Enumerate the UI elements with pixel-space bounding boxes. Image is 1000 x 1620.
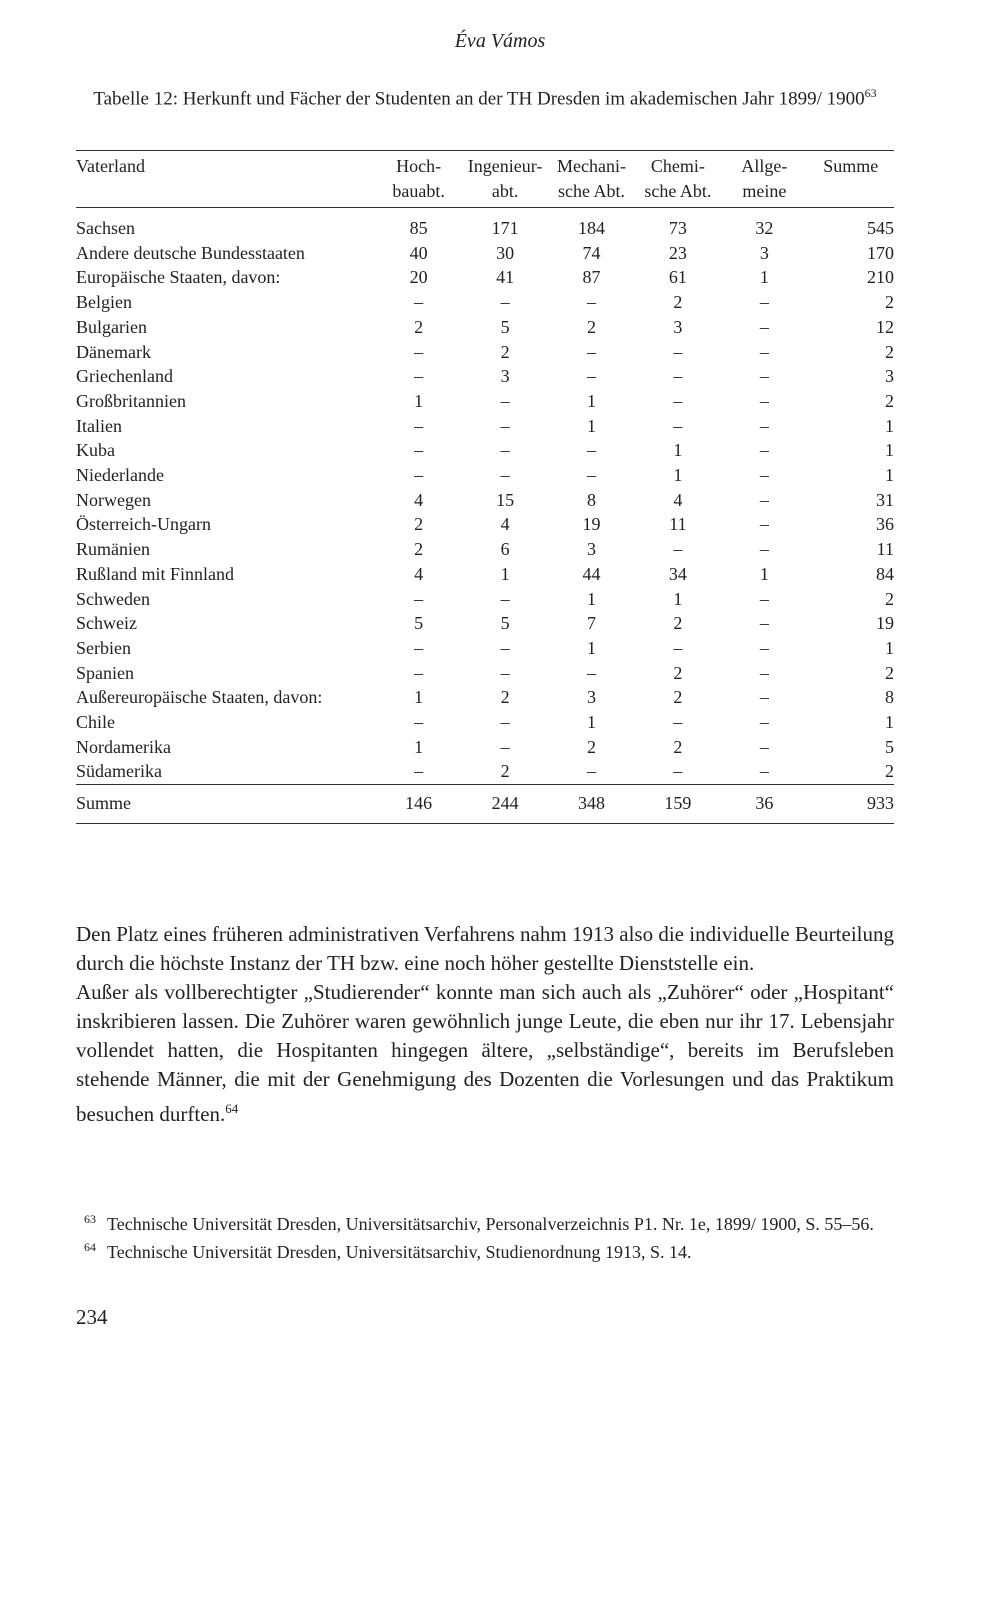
cell-summe: 210 (867, 267, 894, 288)
cell-chemie: 23 (668, 242, 687, 263)
table-row (76, 685, 894, 710)
cell-summe: 1 (885, 712, 894, 733)
cell-hochbau: 2 (414, 539, 424, 560)
cell-allgemeine: – (759, 613, 769, 634)
table-row (76, 315, 894, 340)
cell-allgemeine: – (759, 687, 769, 708)
table-row (76, 735, 894, 760)
column-header-ingenieur: Ingenieur- abt. (467, 156, 543, 201)
table-row (76, 488, 894, 513)
table-row (76, 389, 894, 414)
cell-summe: 1 (885, 415, 894, 436)
cell-summe: 11 (876, 539, 894, 560)
total-chemie: 159 (664, 793, 692, 814)
row-label: Nordamerika (76, 736, 171, 757)
cell-summe: 545 (867, 218, 894, 238)
total-allgemeine: 36 (755, 793, 774, 814)
row-label: Chile (76, 712, 115, 733)
cell-ingenieur: 15 (496, 489, 515, 510)
cell-ingenieur: 30 (496, 242, 515, 263)
table-row (76, 414, 894, 439)
cell-ingenieur: – (500, 440, 510, 461)
cell-mechanik: 44 (582, 563, 601, 584)
cell-allgemeine: – (759, 465, 769, 486)
paragraph-text: Außer als vollberechtigter „Studierender“ konnte man sich auch als „Zuhörer“ oder „Hospitant“ inskribieren lassen. Die Zuhörer waren gewöhnlich junge Leute, die eben nur ihr 17. Lebensjahr vollendet hatten, die Hospitanten hingegen ältere, „selbständige“, bereits im Berufsleben stehende Männer, die mit der Genehmigung des Dozenten die Vorlesungen und das Praktikum besuchen durften. (76, 980, 894, 1126)
cell-mechanik: 1 (587, 415, 596, 436)
column-header-allgemeine: Allge- meine (741, 156, 788, 201)
cell-allgemeine: – (759, 440, 769, 461)
cell-chemie: – (673, 415, 683, 436)
cell-summe: 1 (885, 637, 894, 658)
cell-mechanik: 1 (587, 588, 596, 609)
cell-summe: 170 (867, 242, 894, 263)
cell-ingenieur: 2 (500, 687, 510, 708)
cell-mechanik: – (587, 440, 596, 461)
footnotes (76, 1212, 894, 1268)
column-header-hochbau: Hoch- bauabt. (392, 156, 445, 201)
footnote-text: Technische Universität Dresden, Universitätsarchiv, Studienordnung 1913, S. 14. (107, 1242, 692, 1262)
cell-summe: 8 (885, 687, 894, 708)
cell-allgemeine: – (759, 489, 769, 510)
cell-allgemeine: 3 (759, 242, 769, 263)
footnote (76, 1212, 894, 1236)
column-header-summe: Summe (823, 156, 879, 176)
cell-chemie: – (673, 539, 683, 560)
cell-hochbau: 4 (414, 563, 424, 584)
cell-ingenieur: – (500, 736, 510, 757)
cell-mechanik: 7 (587, 613, 596, 634)
table-body (76, 208, 894, 785)
row-label: Bulgarien (76, 316, 147, 337)
cell-mechanik: 2 (587, 736, 596, 757)
table-row (76, 340, 894, 365)
cell-hochbau: – (414, 366, 424, 387)
cell-ingenieur: – (500, 390, 510, 411)
cell-hochbau: – (414, 637, 424, 658)
cell-chemie: 3 (673, 316, 683, 337)
cell-chemie: – (673, 390, 683, 411)
row-label: Serbien (76, 637, 131, 658)
cell-ingenieur: – (500, 662, 510, 683)
cell-summe: 5 (885, 736, 894, 757)
cell-summe: 1 (885, 465, 894, 486)
row-label: Kuba (76, 440, 115, 461)
cell-mechanik: – (587, 341, 596, 362)
cell-chemie: – (673, 366, 683, 387)
cell-allgemeine: – (759, 415, 769, 436)
table-row (76, 463, 894, 488)
cell-allgemeine: – (759, 662, 769, 683)
total-ingenieur: 244 (491, 793, 519, 814)
row-label: Niederlande (76, 465, 164, 486)
cell-summe: 12 (876, 316, 894, 337)
cell-chemie: 1 (673, 588, 683, 609)
cell-ingenieur: 5 (500, 613, 510, 634)
paragraph (76, 978, 894, 1129)
cell-allgemeine: 1 (759, 267, 769, 288)
row-label: Südamerika (76, 761, 162, 782)
cell-mechanik: 184 (578, 218, 605, 238)
table-row (76, 241, 894, 266)
footnote-text: Technische Universität Dresden, Universitätsarchiv, Personalverzeichnis P1. Nr. 1e, 1899/ 1900, S. 55–56. (107, 1214, 874, 1234)
table-row (76, 208, 894, 241)
students-table (76, 150, 894, 824)
cell-allgemeine: – (759, 736, 769, 757)
cell-hochbau: 2 (414, 514, 424, 535)
cell-allgemeine: – (759, 588, 769, 609)
table-row (76, 290, 894, 315)
table-row (76, 537, 894, 562)
row-label: Rumänien (76, 539, 150, 560)
table-row (76, 364, 894, 389)
cell-ingenieur: – (500, 415, 510, 436)
cell-hochbau: 1 (414, 736, 424, 757)
cell-ingenieur: – (500, 588, 510, 609)
running-head: Éva Vámos (454, 30, 546, 52)
cell-hochbau: – (414, 292, 424, 313)
cell-chemie: 34 (668, 563, 687, 584)
cell-chemie: 11 (669, 514, 687, 535)
cell-ingenieur: 41 (496, 267, 515, 288)
cell-hochbau: – (414, 588, 424, 609)
row-label: Griechenland (76, 366, 173, 387)
caption-footnote-ref[interactable]: 63 (864, 86, 877, 100)
cell-ingenieur: – (500, 465, 510, 486)
cell-mechanik: 1 (587, 390, 596, 411)
cell-hochbau: 1 (414, 687, 424, 708)
cell-mechanik: 87 (582, 267, 601, 288)
cell-ingenieur: 2 (500, 341, 510, 362)
cell-hochbau: 40 (409, 242, 428, 263)
cell-allgemeine: – (759, 761, 769, 782)
cell-chemie: 4 (673, 489, 683, 510)
cell-hochbau: – (414, 341, 424, 362)
row-label: Andere deutsche Bundesstaaten (76, 242, 305, 263)
table-row (76, 759, 894, 784)
cell-ingenieur: 6 (500, 539, 510, 560)
cell-summe: 36 (876, 514, 894, 535)
cell-mechanik: – (587, 292, 596, 313)
cell-mechanik: – (587, 366, 596, 387)
footnote (76, 1240, 894, 1264)
cell-chemie: 2 (673, 687, 683, 708)
cell-chemie: 1 (673, 465, 683, 486)
table-row (76, 512, 894, 537)
cell-chemie: 73 (668, 218, 687, 238)
cell-hochbau: – (414, 465, 424, 486)
cell-allgemeine: 32 (755, 218, 774, 238)
cell-mechanik: – (587, 761, 596, 782)
cell-allgemeine: – (759, 316, 769, 337)
cell-hochbau: 4 (414, 489, 424, 510)
table-row (76, 636, 894, 661)
table-row (76, 265, 894, 290)
cell-summe: 3 (885, 366, 894, 387)
cell-ingenieur: 171 (491, 218, 519, 238)
cell-chemie: 2 (673, 292, 683, 313)
cell-chemie: – (673, 341, 683, 362)
cell-ingenieur: – (500, 637, 510, 658)
caption-text: Tabelle 12: Herkunft und Fächer der Studenten an der TH Dresden im akademischen Jahr 1899/ 1900 (93, 88, 865, 110)
cell-summe: 84 (876, 563, 894, 584)
row-label: Belgien (76, 292, 132, 313)
row-label: Sachsen (76, 218, 135, 238)
cell-chemie: – (673, 712, 683, 733)
column-header-vaterland: Vaterland (76, 156, 145, 176)
body-text (76, 920, 894, 1129)
cell-allgemeine: – (759, 712, 769, 733)
table-row (76, 438, 894, 463)
cell-summe: 19 (876, 613, 894, 634)
column-header-mechanik: Mechani- sche Abt. (557, 156, 626, 201)
cell-chemie: 2 (673, 613, 683, 634)
total-mechanik: 348 (578, 793, 605, 814)
cell-allgemeine: – (759, 341, 769, 362)
total-hochbau: 146 (405, 793, 433, 814)
table-row (76, 710, 894, 735)
cell-ingenieur: 1 (500, 563, 510, 584)
table-row (76, 587, 894, 612)
row-label: Europäische Staaten, davon: (76, 267, 281, 288)
cell-mechanik: 19 (582, 514, 601, 535)
cell-chemie: – (673, 761, 683, 782)
cell-ingenieur: 4 (500, 514, 510, 535)
cell-mechanik: 74 (582, 242, 601, 263)
cell-summe: 2 (885, 588, 894, 609)
row-label: Italien (76, 415, 122, 436)
cell-hochbau: – (414, 662, 424, 683)
row-label: Dänemark (76, 341, 151, 362)
page-number: 234 (76, 1305, 108, 1329)
total-summe: 933 (867, 793, 894, 814)
cell-hochbau: – (414, 712, 424, 733)
row-label: Norwegen (76, 489, 151, 510)
cell-ingenieur: – (500, 292, 510, 313)
cell-allgemeine: – (759, 390, 769, 411)
cell-mechanik: 2 (587, 316, 596, 337)
cell-hochbau: – (414, 440, 424, 461)
row-label: Rußland mit Finnland (76, 563, 235, 584)
cell-allgemeine: – (759, 514, 769, 535)
paragraph: Den Platz eines früheren administrativen Verfahrens nahm 1913 also die individuelle Beurteilung durch die höchste Instanz der TH bzw. eine noch höher gestellte Dienststelle ein. (76, 922, 894, 975)
cell-chemie: 2 (673, 662, 683, 683)
row-label: Österreich-Ungarn (76, 514, 211, 535)
cell-ingenieur: 2 (500, 761, 510, 782)
row-label: Schweden (76, 588, 150, 609)
cell-hochbau: 1 (414, 390, 424, 411)
cell-mechanik: 1 (587, 637, 596, 658)
cell-mechanik: 8 (587, 489, 596, 510)
footnote-number: 63 (84, 1212, 96, 1226)
row-label: Außereuropäische Staaten, davon: (76, 687, 323, 708)
cell-mechanik: 1 (587, 712, 596, 733)
column-header-chemie: Chemi- sche Abt. (644, 156, 712, 201)
cell-hochbau: 20 (409, 267, 428, 288)
table-header-row (76, 151, 894, 208)
cell-hochbau: 2 (414, 316, 424, 337)
cell-summe: 2 (885, 390, 894, 411)
cell-hochbau: 85 (409, 218, 428, 238)
cell-chemie: 2 (673, 736, 683, 757)
cell-mechanik: – (587, 662, 596, 683)
cell-hochbau: – (414, 761, 424, 782)
cell-hochbau: 5 (414, 613, 424, 634)
row-label: Spanien (76, 662, 134, 683)
table-row (76, 562, 894, 587)
cell-ingenieur: 3 (500, 366, 510, 387)
cell-mechanik: 3 (587, 539, 596, 560)
cell-summe: 31 (876, 489, 894, 510)
cell-allgemeine: – (759, 292, 769, 313)
cell-mechanik: – (587, 465, 596, 486)
row-label: Großbritannien (76, 390, 186, 411)
table-caption (76, 80, 894, 112)
cell-ingenieur: 5 (500, 316, 510, 337)
footnote-ref[interactable]: 64 (225, 1101, 239, 1116)
cell-allgemeine: 1 (759, 563, 769, 584)
row-label: Schweiz (76, 613, 137, 634)
cell-summe: 2 (885, 662, 894, 683)
total-label: Summe (76, 793, 132, 814)
cell-chemie: 61 (668, 267, 687, 288)
cell-mechanik: 3 (587, 687, 596, 708)
footnote-number: 64 (84, 1240, 96, 1254)
cell-chemie: 1 (673, 440, 683, 461)
cell-summe: 1 (885, 440, 894, 461)
table-row (76, 661, 894, 686)
cell-summe: 2 (885, 761, 894, 782)
cell-hochbau: – (414, 415, 424, 436)
cell-summe: 2 (885, 292, 894, 313)
cell-allgemeine: – (759, 637, 769, 658)
cell-allgemeine: – (759, 366, 769, 387)
cell-summe: 2 (885, 341, 894, 362)
cell-chemie: – (673, 637, 683, 658)
cell-allgemeine: – (759, 539, 769, 560)
table-total-row (76, 785, 894, 824)
table-row (76, 611, 894, 636)
cell-ingenieur: – (500, 712, 510, 733)
